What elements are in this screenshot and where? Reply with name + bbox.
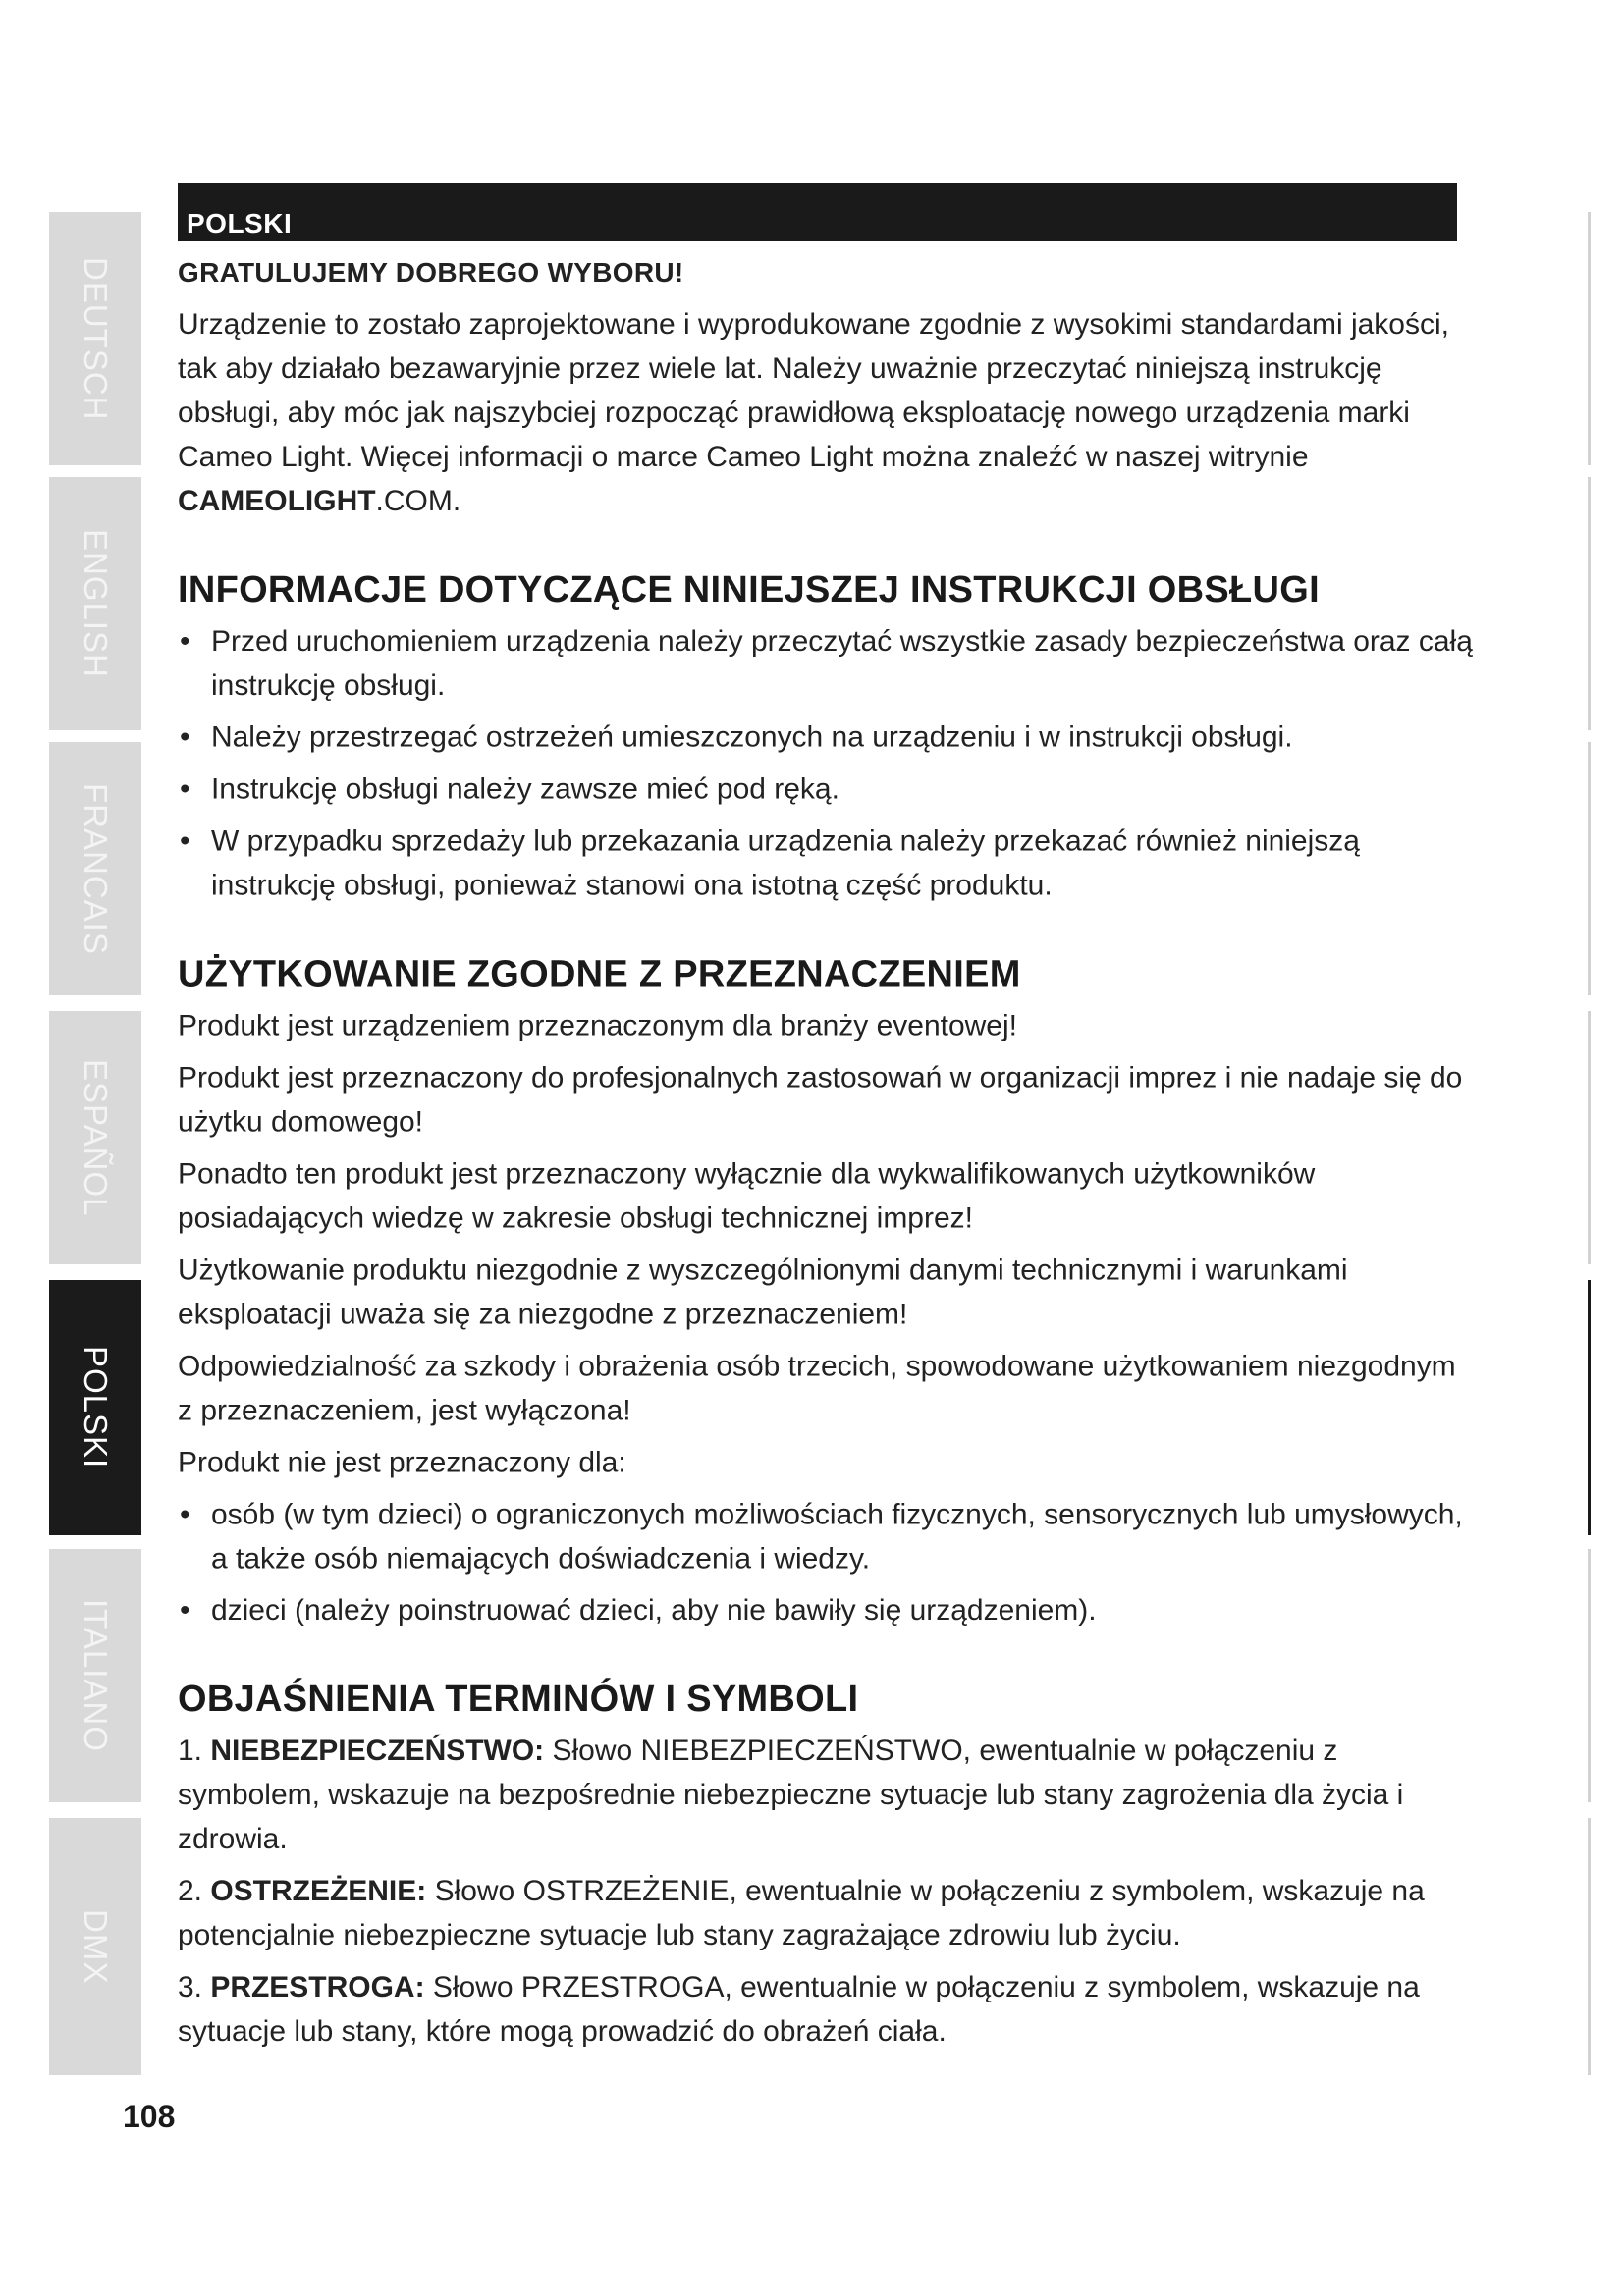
paragraph: Odpowiedzialność za szkody i obrażenia osób trzecich, spowodowane użytkowaniem niezgodnym z przeznaczeniem, jest wyłączona!	[178, 1350, 1456, 1427]
edge-mark	[1588, 1011, 1591, 1264]
paragraph: Produkt jest przeznaczony do profesjonalnych zastosowań w organizacji imprez i nie nadaje się do użytku domowego!	[178, 1061, 1463, 1139]
website-link-rest[interactable]: .COM.	[375, 484, 461, 517]
term-label: PRZESTROGA:	[210, 1971, 425, 2004]
paragraph: Ponadto ten produkt jest przeznaczony wyłącznie dla wykwalifikowanych użytkowników posiadających wiedzę w zakresie obsługi technicznej imprez!	[178, 1157, 1316, 1235]
page-content	[178, 253, 1473, 2061]
tab-francais[interactable]	[49, 742, 141, 995]
term-number: 1.	[178, 1735, 211, 1768]
tab-italiano[interactable]	[49, 1549, 141, 1802]
term-item-warning	[178, 1869, 1473, 1957]
paragraph: Użytkowanie produktu niezgodnie z wyszczególnionymi danymi technicznymi i warunkami eksploatacji uważa się za niezgodne z przeznaczeniem!	[178, 1254, 1348, 1331]
tab-polski[interactable]	[49, 1280, 141, 1535]
tab-dmx[interactable]	[49, 1818, 141, 2075]
section-title-use: UŻYTKOWANIE ZGODNE Z PRZEZNACZENIEM	[178, 953, 1021, 995]
edge-mark	[1588, 212, 1591, 465]
paragraph: Produkt jest urządzeniem przeznaczonym dla branży eventowej!	[178, 1009, 1017, 1042]
tab-label: DMX	[78, 1908, 114, 1985]
term-text: Słowo OSTRZEŻENIE, ewentualnie w połączeniu z symbolem, wskazuje na potencjalnie niebezpieczne sytuacje lub stany zagrażające zdrowiu lub życiu.	[178, 1875, 1425, 1952]
info-bullet-list	[178, 619, 1473, 908]
intro-text: Urządzenie to zostało zaprojektowane i wyprodukowane zgodnie z wysokimi standardami jakości, tak aby działało bezawaryjnie przez wiele lat. Należy uważnie przeczytać niniejszą instrukcję obsługi, aby móc jak najszybciej rozpocząć prawidłową eksploatację nowego urządzenia marki Cameo Light. Więcej informacji o marce Cameo Light można znaleźć w naszej witrynie	[178, 307, 1449, 473]
website-link-bold[interactable]: CAMEOLIGHT	[178, 484, 376, 517]
edge-mark	[1588, 477, 1591, 730]
edge-mark	[1588, 1549, 1591, 1802]
term-text: Słowo PRZESTROGA, ewentualnie w połączeniu z symbolem, wskazuje na sytuacje lub stany, które mogą prowadzić do obrażeń ciała.	[178, 1971, 1420, 2049]
list-item: • dzieci (należy poinstruować dzieci, aby nie bawiły się urządzeniem).	[178, 1588, 1473, 1632]
term-label: NIEBEZPIECZEŃSTWO:	[210, 1735, 545, 1768]
tab-english[interactable]	[49, 477, 141, 730]
list-item: • Instrukcję obsługi należy zawsze mieć pod ręką.	[178, 768, 1473, 812]
tab-label: DEUTSCH	[78, 256, 114, 421]
use-bullet-list	[178, 1492, 1473, 1632]
tab-label: ESPAÑOL	[78, 1058, 114, 1217]
term-number: 2.	[178, 1875, 211, 1908]
tab-label: ITALIANO	[78, 1599, 114, 1752]
paragraph: Produkt nie jest przeznaczony dla:	[178, 1446, 626, 1479]
intro-subhead: GRATULUJEMY DOBREGO WYBORU!	[178, 256, 684, 288]
section-title-info: INFORMACJE DOTYCZĄCE NINIEJSZEJ INSTRUKCJI OBSŁUGI	[178, 568, 1320, 611]
tab-label: FRANCAIS	[78, 782, 114, 955]
edge-mark	[1588, 742, 1591, 995]
section-title-terms: OBJAŚNIENIA TERMINÓW I SYMBOLI	[178, 1679, 859, 1721]
language-header-label: POLSKI	[187, 208, 293, 239]
tab-espanol[interactable]	[49, 1011, 141, 1264]
edge-mark	[1588, 1818, 1591, 2075]
term-label: OSTRZEŻENIE:	[210, 1875, 427, 1908]
tab-label: ENGLISH	[78, 529, 114, 678]
edge-mark-active	[1588, 1280, 1591, 1535]
term-number: 3.	[178, 1971, 211, 2004]
tab-deutsch[interactable]	[49, 212, 141, 465]
intro-paragraph	[178, 302, 1473, 523]
list-item: • Przed uruchomieniem urządzenia należy przeczytać wszystkie zasady bezpieczeństwa oraz całą instrukcję obsługi.	[178, 619, 1473, 708]
term-item-danger	[178, 1729, 1473, 1861]
list-item: • W przypadku sprzedaży lub przekazania urządzenia należy przekazać również niniejszą instrukcję obsługi, ponieważ stanowi ona istotną część produktu.	[178, 820, 1473, 908]
term-item-caution	[178, 1965, 1473, 2054]
language-header-bar	[178, 183, 1457, 241]
tab-label: POLSKI	[78, 1346, 114, 1469]
list-item: • Należy przestrzegać ostrzeżeń umieszczonych na urządzeniu i w instrukcji obsługi.	[178, 716, 1473, 760]
term-text: Słowo NIEBEZPIECZEŃSTWO, ewentualnie w połączeniu z symbolem, wskazuje na bezpośrednie niebezpieczne sytuacje lub stany zagrożenia dla życia i zdrowia.	[178, 1735, 1404, 1856]
list-item: • osób (w tym dzieci) o ograniczonych możliwościach fizycznych, sensorycznych lub umysłowych, a także osób niemających doświadczenia i wiedzy.	[178, 1492, 1473, 1580]
page-number: 108	[123, 2099, 176, 2134]
